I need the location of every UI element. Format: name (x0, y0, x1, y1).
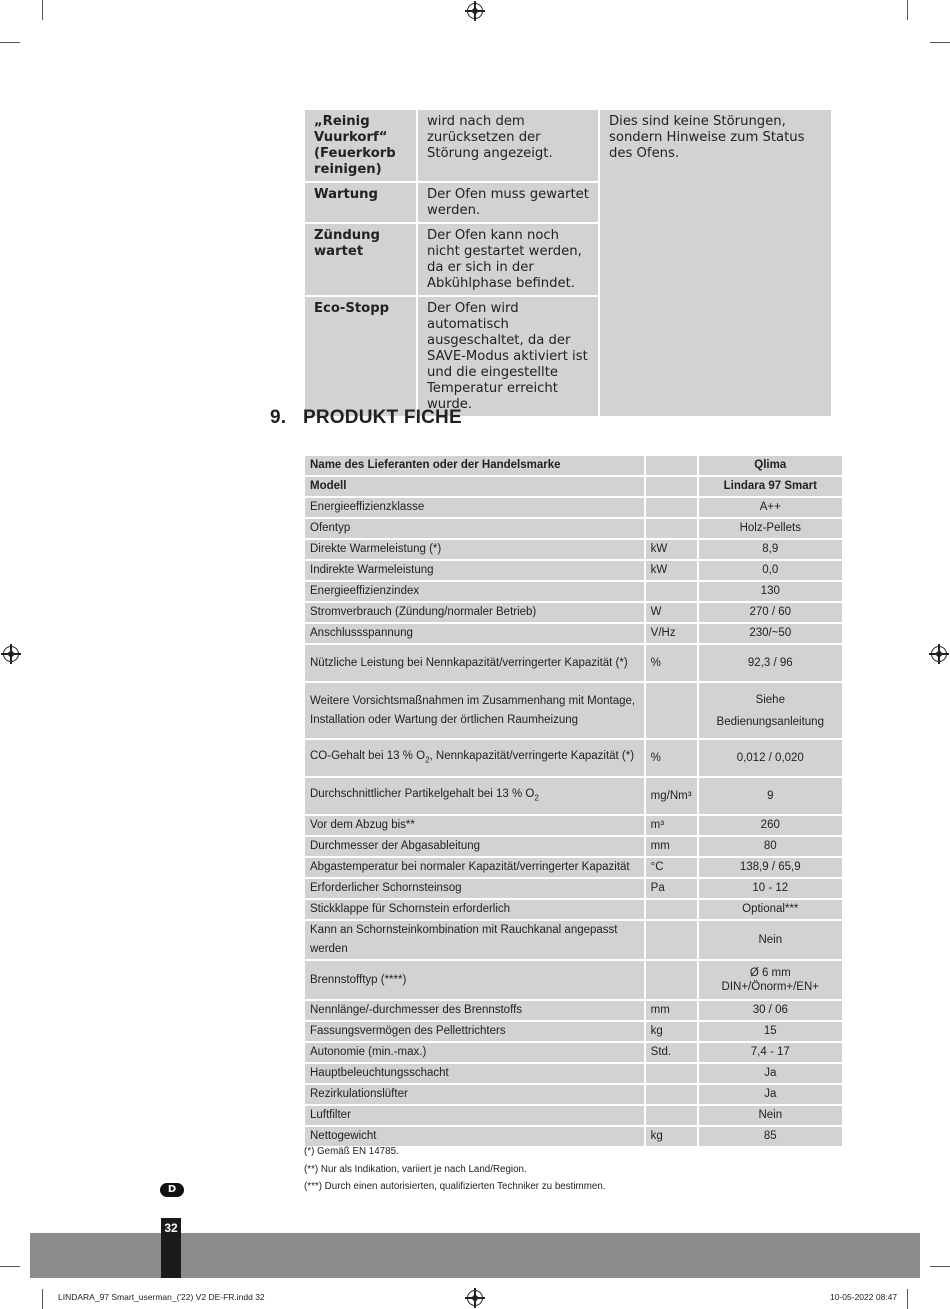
table-row (305, 858, 842, 879)
spec-value: 270 / 60 (699, 603, 842, 624)
spec-value: Nein (699, 1106, 842, 1127)
spec-value: 85 (699, 1127, 842, 1148)
spec-value-line: DIN+/Önorm+/EN+ (721, 981, 819, 993)
spec-name: Direkte Warmeleistung (*) (305, 540, 646, 561)
crop-mark (907, 0, 908, 20)
spec-name: Kann an Schornsteinkombination mit Rauchkanal angepasst werden (305, 921, 646, 961)
table-row (305, 778, 842, 816)
table-row (305, 961, 842, 1001)
spec-value: A++ (699, 498, 842, 519)
crop-mark (42, 0, 43, 20)
status-description: wird nach dem zurücksetzen der Störung angezeigt. (418, 110, 600, 183)
spec-name-subscript: 2 (534, 793, 539, 803)
spec-value: 10 - 12 (699, 879, 842, 900)
spec-name: Nennlänge/-durchmesser des Brennstoffs (305, 1001, 646, 1022)
table-row (305, 498, 842, 519)
spec-name-part: Durchschnittlicher Partikelgehalt bei 13 % O (310, 787, 535, 800)
table-row (305, 1001, 842, 1022)
status-label: Zündung wartet (305, 224, 418, 297)
table-row (305, 624, 842, 645)
spec-value-line: Ø 6 mm (749, 967, 791, 979)
spec-name-part: CO-Gehalt bei 13 % O (310, 749, 426, 762)
status-description: Der Ofen muss gewartet werden. (418, 183, 600, 224)
spec-name: Autonomie (min.-max.) (305, 1043, 646, 1064)
spec-unit (646, 519, 699, 540)
footnote: (**) Nur als Indikation, variiert je nach Land/Region. (304, 1163, 527, 1175)
spec-unit (646, 683, 699, 740)
spec-value: 92,3 / 96 (699, 645, 842, 683)
spec-unit: kW (646, 561, 699, 582)
status-description: Der Ofen wird automatisch ausgeschaltet, da der SAVE-Modus aktiviert ist und die eingestellte Temperatur erreicht wurde. (418, 297, 600, 418)
status-note: Dies sind keine Störungen, sondern Hinweise zum Status des Ofens. (600, 110, 831, 418)
spec-value (699, 961, 842, 1001)
crop-mark (930, 42, 950, 43)
table-row (305, 477, 842, 498)
spec-value: 80 (699, 837, 842, 858)
spec-value: 9 (699, 778, 842, 816)
page-number: 32 (161, 1218, 181, 1278)
spec-value: Nein (699, 921, 842, 961)
product-fiche-body (305, 456, 842, 1148)
table-row (305, 1064, 842, 1085)
table-row (305, 879, 842, 900)
spec-unit: % (646, 645, 699, 683)
spec-name: Name des Lieferanten oder der Handelsmarke (305, 456, 646, 477)
spec-name (305, 778, 646, 816)
spec-name: Nützliche Leistung bei Nennkapazität/verringerter Kapazität (*) (305, 645, 646, 683)
spec-name: Energieeffizienzklasse (305, 498, 646, 519)
spec-name: Erforderlicher Schornsteinsog (305, 879, 646, 900)
spec-unit (646, 1064, 699, 1085)
status-label: Eco-Stopp (305, 297, 418, 418)
registration-mark-icon (467, 3, 483, 19)
table-row (305, 540, 842, 561)
crop-mark (930, 1266, 950, 1267)
spec-unit (646, 498, 699, 519)
spec-name: Stickklappe für Schornstein erforderlich (305, 900, 646, 921)
spec-value: 260 (699, 816, 842, 837)
spec-unit: kg (646, 1127, 699, 1148)
table-row (305, 1085, 842, 1106)
spec-name: Weitere Vorsichtsmaßnahmen im Zusammenhang mit Montage, Installation oder Wartung der örtlichen Raumheizung (305, 683, 646, 740)
section-number: 9. (270, 407, 287, 428)
table-row (305, 816, 842, 837)
spec-name: Luftfilter (305, 1106, 646, 1127)
table-row (305, 900, 842, 921)
spec-value: 30 / 06 (699, 1001, 842, 1022)
table-row (305, 837, 842, 858)
spec-name: Durchmesser der Abgasableitung (305, 837, 646, 858)
table-row (305, 740, 842, 778)
spec-value: Ja (699, 1064, 842, 1085)
spec-unit: Pa (646, 879, 699, 900)
spec-value: 0,0 (699, 561, 842, 582)
spec-unit: kg (646, 1022, 699, 1043)
spec-name: Indirekte Warmeleistung (305, 561, 646, 582)
spec-name: Stromverbrauch (Zündung/normaler Betrieb) (305, 603, 646, 624)
table-row (305, 921, 842, 961)
spec-unit: kW (646, 540, 699, 561)
table-row (305, 1043, 842, 1064)
crop-mark (42, 1289, 43, 1309)
spec-name: Energieeffizienzindex (305, 582, 646, 603)
registration-mark-icon (931, 646, 947, 662)
spec-value: 0,012 / 0,020 (699, 740, 842, 778)
crop-mark (907, 1289, 908, 1309)
spec-unit: m³ (646, 816, 699, 837)
status-description: Der Ofen kann noch nicht gestartet werden, da er sich in der Abkühlphase befindet. (418, 224, 600, 297)
spec-unit: Std. (646, 1043, 699, 1064)
spec-name: Ofentyp (305, 519, 646, 540)
table-row (305, 582, 842, 603)
table-row (305, 110, 831, 183)
status-messages-table (305, 110, 831, 418)
section-title: PRODUKT FICHE (303, 407, 462, 428)
spec-unit: mm (646, 837, 699, 858)
spec-unit (646, 477, 699, 498)
spec-value: Lindara 97 Smart (699, 477, 842, 498)
spec-value: 15 (699, 1022, 842, 1043)
section-heading (270, 407, 462, 429)
spec-name: Modell (305, 477, 646, 498)
spec-name: Brennstofftyp (****) (305, 961, 646, 1001)
spec-name: Rezirkulationslüfter (305, 1085, 646, 1106)
spec-unit: % (646, 740, 699, 778)
table-row (305, 683, 842, 740)
date-slug: 10-05-2022 08:47 (830, 1292, 898, 1302)
footnote: (***) Durch einen autorisierten, qualifizierten Techniker zu bestimmen. (304, 1181, 606, 1192)
spec-value: Ja (699, 1085, 842, 1106)
spec-unit (646, 961, 699, 1001)
registration-mark-icon (467, 1290, 483, 1306)
registration-mark-icon (3, 646, 19, 662)
spec-unit (646, 456, 699, 477)
table-row (305, 519, 842, 540)
footnotes (304, 1143, 606, 1196)
spec-value: Optional*** (699, 900, 842, 921)
table-row (305, 561, 842, 582)
spec-name: Abgastemperatur bei normaler Kapazität/verringerter Kapazität (305, 858, 646, 879)
table-row (305, 1022, 842, 1043)
status-label: Wartung (305, 183, 418, 224)
file-slug: LINDARA_97 Smart_userman_('22) V2 DE-FR.indd 32 (58, 1292, 265, 1302)
spec-name (305, 740, 646, 778)
table-row (305, 456, 842, 477)
spec-unit (646, 921, 699, 961)
spec-unit: °C (646, 858, 699, 879)
spec-value: 130 (699, 582, 842, 603)
table-row (305, 603, 842, 624)
spec-name: Anschlussspannung (305, 624, 646, 645)
spec-value: Siehe Bedienungsanleitung (699, 683, 842, 740)
product-fiche-table (305, 456, 842, 1148)
spec-name: Fassungsvermögen des Pellettrichters (305, 1022, 646, 1043)
spec-unit: mm (646, 1001, 699, 1022)
spec-unit (646, 1106, 699, 1127)
spec-name: Nettogewicht (305, 1127, 646, 1148)
language-badge: D (160, 1183, 184, 1197)
status-label: „Reinig Vuurkorf“ (Feuerkorb reinigen) (305, 110, 418, 183)
spec-unit (646, 900, 699, 921)
crop-mark (0, 1266, 20, 1267)
spec-name: Vor dem Abzug bis** (305, 816, 646, 837)
table-row (305, 645, 842, 683)
spec-name-part: , Nennkapazität/verringerte Kapazität (*) (429, 749, 635, 762)
spec-value: 138,9 / 65,9 (699, 858, 842, 879)
spec-unit: mg/Nm³ (646, 778, 699, 816)
crop-mark (0, 42, 20, 43)
spec-name-subscript: 2 (425, 755, 430, 765)
spec-unit: V/Hz (646, 624, 699, 645)
spec-name: Hauptbeleuchtungsschacht (305, 1064, 646, 1085)
spec-value: Holz-Pellets (699, 519, 842, 540)
spec-value: 7,4 - 17 (699, 1043, 842, 1064)
footnote: (*) Gemäß EN 14785. (304, 1146, 399, 1157)
table-row (305, 1106, 842, 1127)
spec-value: Qlima (699, 456, 842, 477)
spec-unit: W (646, 603, 699, 624)
spec-value: 8,9 (699, 540, 842, 561)
spec-unit (646, 582, 699, 603)
spec-value: 230/~50 (699, 624, 842, 645)
spec-unit (646, 1085, 699, 1106)
